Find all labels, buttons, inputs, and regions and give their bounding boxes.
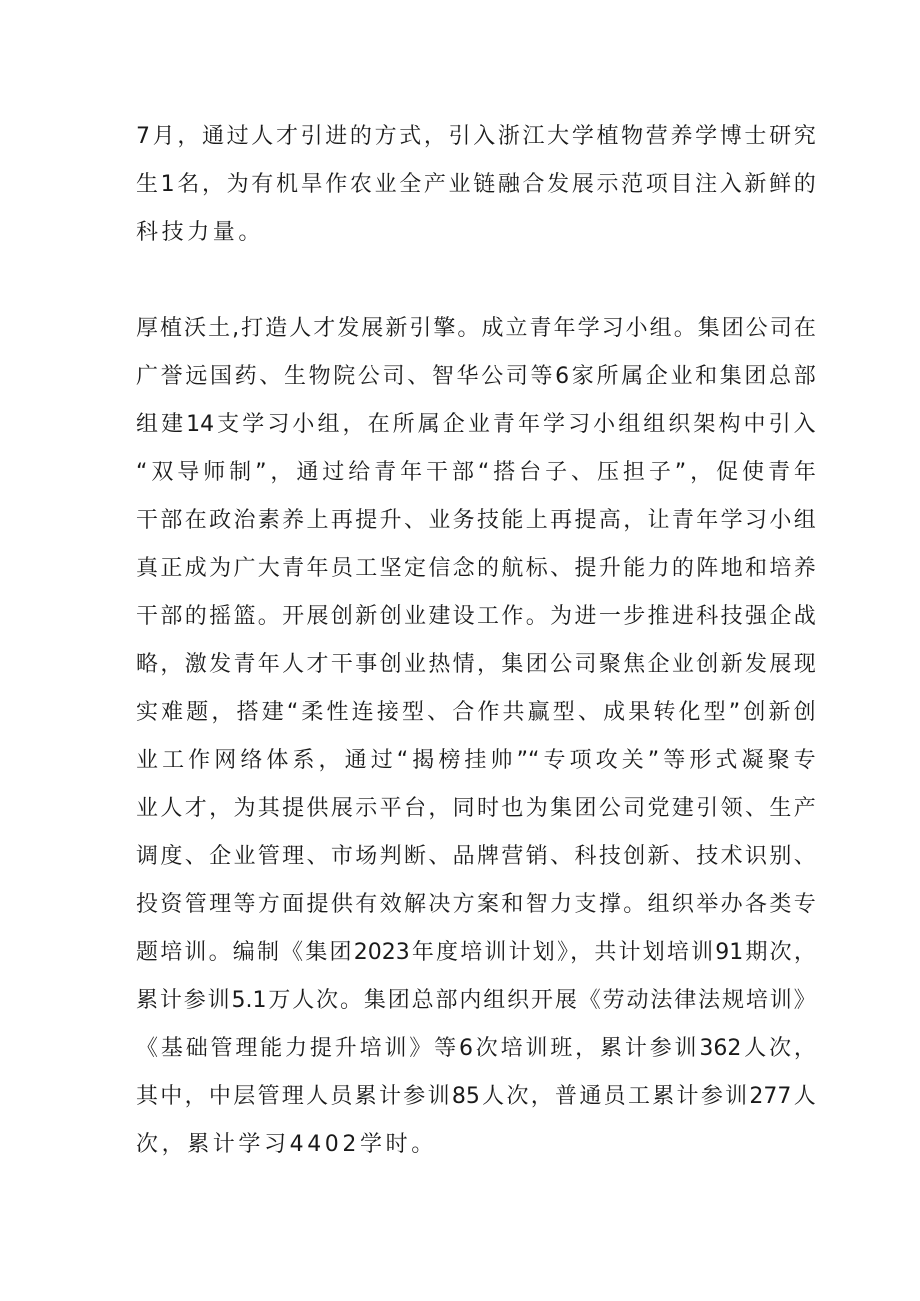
- paragraph-2-line-16: 《基础管理能力提升培训》等6次培训班，累计参训362人次，: [136, 1036, 816, 1061]
- paragraph-2-line-11: 业人才，为其提供展示平台，同时也为集团公司党建引领、生产: [136, 796, 816, 821]
- paragraph-2-line-13: 投资管理等方面提供有效解决方案和智力支撑。组织举办各类专: [136, 892, 816, 917]
- paragraph-2-line-1: 厚植沃土,打造人才发展新引擎。成立青年学习小组。集团公司在: [136, 316, 816, 341]
- paragraph-1-line-2: 生1名，为有机旱作农业全产业链融合发展示范项目注入新鲜的: [136, 172, 816, 197]
- paragraph-2-line-12: 调度、企业管理、市场判断、品牌营销、科技创新、技术识别、: [136, 844, 816, 869]
- paragraph-2-line-9: 实难题，搭建“柔性连接型、合作共赢型、成果转化型”创新创: [136, 700, 816, 725]
- paragraph-2-line-18: 次，累计学习4402学时。: [136, 1132, 437, 1157]
- paragraph-2-line-2: 广誉远国药、生物院公司、智华公司等6家所属企业和集团总部: [136, 364, 816, 389]
- paragraph-1-line-1: 7月，通过人才引进的方式，引入浙江大学植物营养学博士研究: [136, 124, 816, 149]
- paragraph-2-line-15: 累计参训5.1万人次。集团总部内组织开展《劳动法律法规培训》: [136, 988, 816, 1013]
- paragraph-2-line-6: 真正成为广大青年员工坚定信念的航标、提升能力的阵地和培养: [136, 556, 816, 581]
- paragraph-2-line-4: “双导师制”，通过给青年干部“搭台子、压担子”，促使青年: [136, 460, 816, 485]
- paragraph-1-line-3: 科技力量。: [136, 220, 265, 245]
- paragraph-2-line-3: 组建14支学习小组，在所属企业青年学习小组组织架构中引入: [136, 412, 816, 437]
- paragraph-2-line-14: 题培训。编制《集团2023年度培训计划》，共计划培训91期次，: [136, 940, 816, 965]
- paragraph-2-line-17: 其中，中层管理人员累计参训85人次，普通员工累计参训277人: [136, 1084, 816, 1109]
- paragraph-2-line-8: 略，激发青年人才干事创业热情，集团公司聚焦企业创新发展现: [136, 652, 816, 677]
- paragraph-2-line-5: 干部在政治素养上再提升、业务技能上再提高，让青年学习小组: [136, 508, 816, 533]
- paragraph-2-line-7: 干部的摇篮。开展创新创业建设工作。为进一步推进科技强企战: [136, 604, 816, 629]
- paragraph-2-line-10: 业工作网络体系，通过“揭榜挂帅”“专项攻关”等形式凝聚专: [136, 748, 816, 773]
